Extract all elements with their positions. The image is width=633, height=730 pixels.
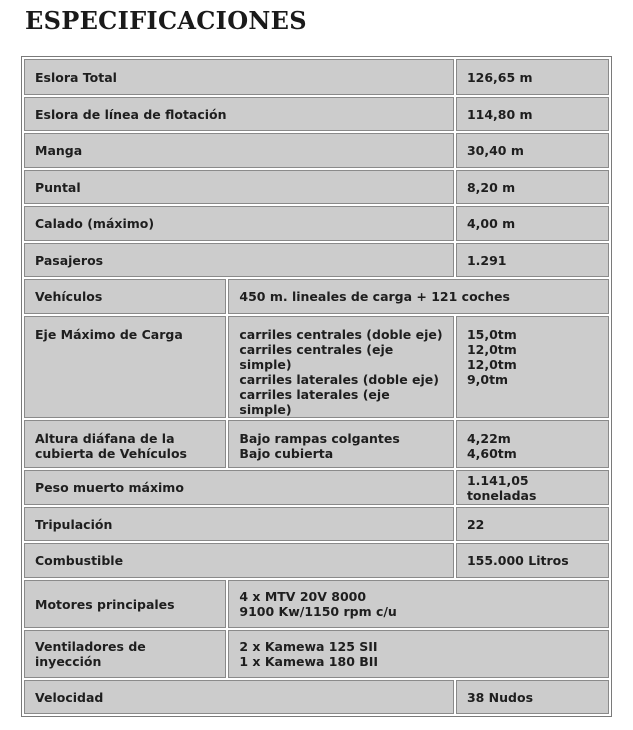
spec-value: 4,00 m [456,206,609,241]
spec-label: Eje Máximo de Carga [24,316,226,418]
detail-line: carriles laterales (doble eje) [239,372,439,387]
table-row [24,543,609,578]
label-line: cubierta de Vehículos [35,446,187,461]
table-row [24,420,609,468]
table-row [24,580,609,628]
spec-value: 8,20 m [456,170,609,204]
value-line: 1 x Kamewa 180 BII [239,654,379,669]
spec-label: Calado (máximo) [24,206,454,241]
table-row [24,507,609,541]
spec-value [228,630,609,678]
detail-line: carriles centrales (eje simple) [239,342,394,372]
spec-value: 450 m. lineales de carga + 121 coches [228,279,609,314]
spec-label: Combustible [24,543,454,578]
spec-value: 114,80 m [456,97,609,131]
spec-value: 1.291 [456,243,609,277]
spec-label: Puntal [24,170,454,204]
spec-label: Motores principales [24,580,226,628]
table-row [24,279,609,314]
label-line: Altura diáfana de la [35,431,175,446]
spec-value [456,420,609,468]
spec-label: Ventiladores de inyección [24,630,226,678]
value-line: 15,0tm [466,327,517,342]
value-line: 4 x MTV 20V 8000 [239,589,367,604]
spec-label: Eslora Total [24,59,454,95]
table-row [24,59,609,95]
table-row [24,630,609,678]
specifications-table [21,56,612,717]
table-row [24,97,609,131]
value-line: 4,22m [466,431,511,446]
table-row [24,206,609,241]
spec-value: 38 Nudos [456,680,609,714]
spec-label: Velocidad [24,680,454,714]
spec-detail [228,420,454,468]
spec-value: 1.141,05 toneladas [456,470,609,505]
table-row [24,243,609,277]
page-title: ESPECIFICACIONES [25,6,307,35]
value-line: 9100 Kw/1150 rpm c/u [239,604,397,619]
table-row [24,170,609,204]
spec-label: Manga [24,133,454,168]
detail-line: Bajo cubierta [239,446,334,461]
value-line: 9,0tm [466,372,509,387]
table-row [24,133,609,168]
spec-label: Tripulación [24,507,454,541]
spec-value: 155.000 Litros [456,543,609,578]
detail-line: carriles centrales (doble eje) [239,327,443,342]
spec-label: Peso muerto máximo [24,470,454,505]
spec-label: Eslora de línea de flotación [24,97,454,131]
spec-value [456,316,609,418]
spec-detail [228,316,454,418]
value-line: 4,60tm [466,446,517,461]
spec-value: 30,40 m [456,133,609,168]
detail-line: Bajo rampas colgantes [239,431,400,446]
value-line: 12,0tm [466,342,517,357]
value-line: 2 x Kamewa 125 SII [239,639,378,654]
spec-label: Vehículos [24,279,226,314]
spec-value [228,580,609,628]
spec-label [24,420,226,468]
detail-line: carriles laterales (eje simple) [239,387,390,417]
value-line: 12,0tm [466,357,517,372]
spec-value: 126,65 m [456,59,609,95]
table-row [24,316,609,418]
spec-value: 22 [456,507,609,541]
table-row [24,680,609,714]
table-row [24,470,609,505]
spec-label: Pasajeros [24,243,454,277]
